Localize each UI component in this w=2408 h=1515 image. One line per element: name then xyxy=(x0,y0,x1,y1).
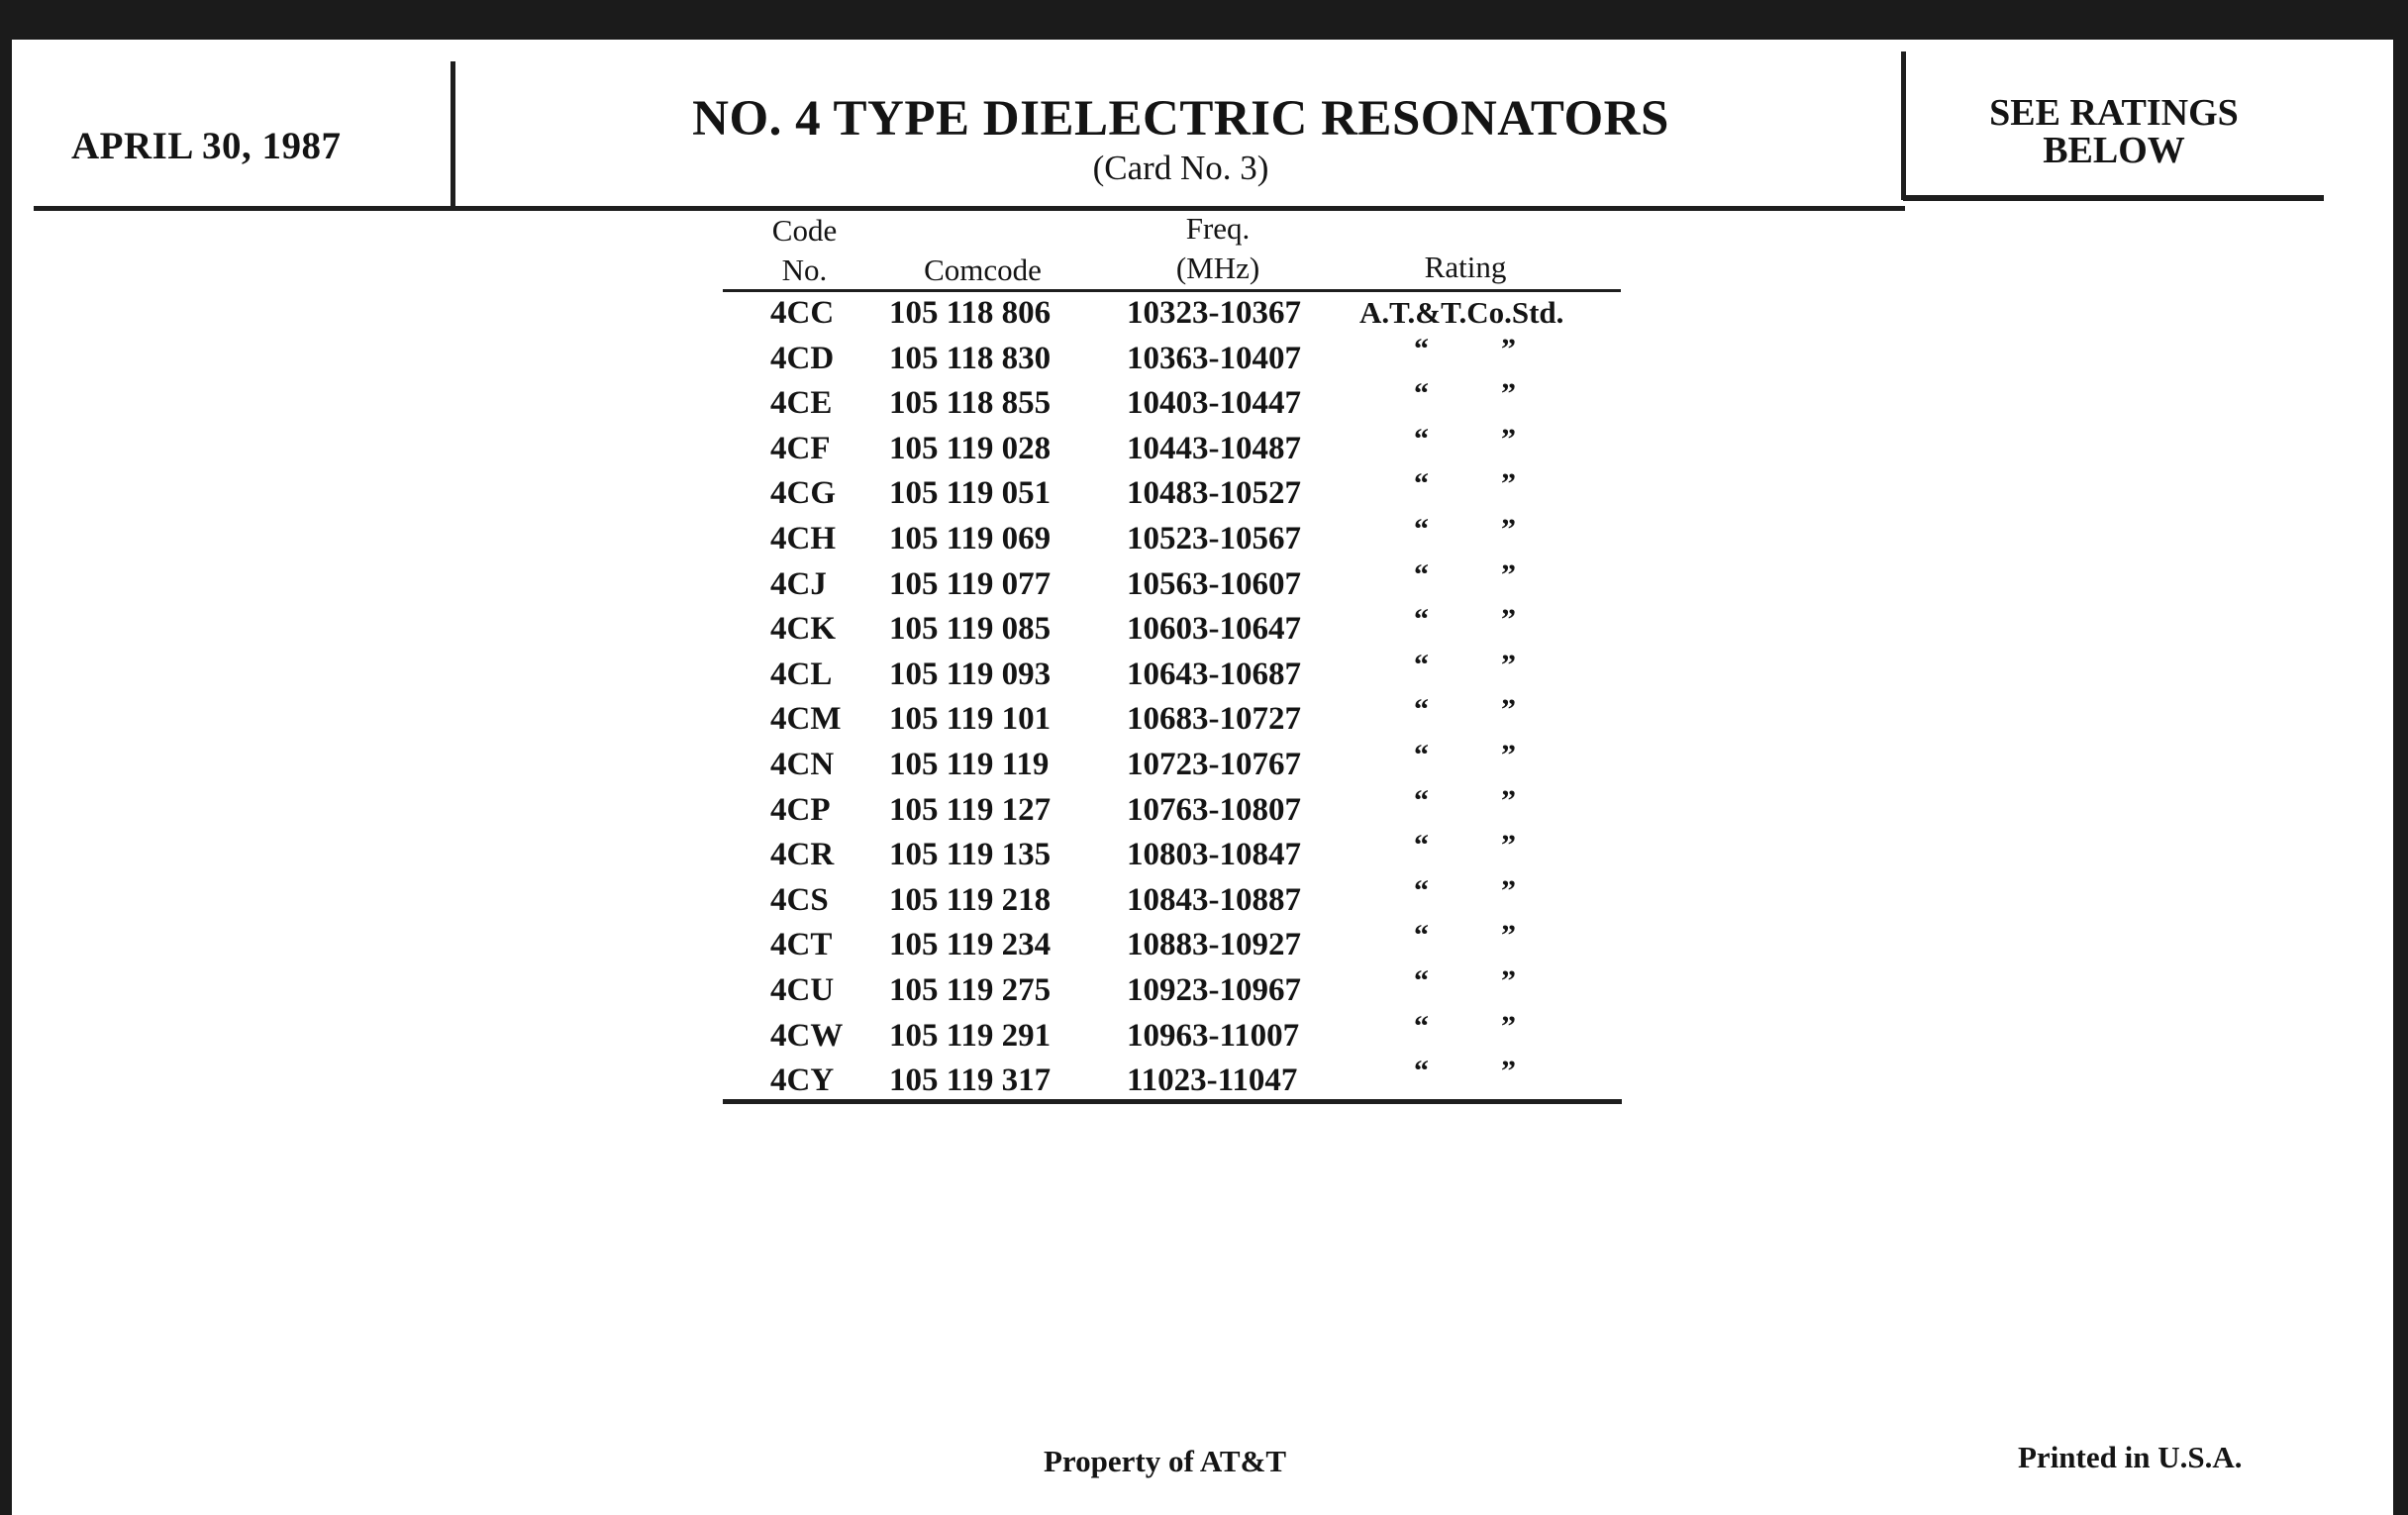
frequency-cell: 10883-10927 xyxy=(1127,927,1301,962)
rating-ditto-open: “ xyxy=(1414,964,1429,997)
frequency-cell: 10683-10727 xyxy=(1127,701,1301,737)
rating-ditto-open: “ xyxy=(1414,1055,1429,1087)
code-no-cell: 4CY xyxy=(770,1062,835,1098)
comcode-cell: 105 119 234 xyxy=(889,927,1052,962)
column-header-code xyxy=(752,211,856,290)
comcode-cell: 105 119 085 xyxy=(889,611,1052,647)
rating-ditto-open: “ xyxy=(1414,603,1429,636)
footer-printed: Printed in U.S.A. xyxy=(2018,1440,2243,1474)
comcode-cell: 105 119 077 xyxy=(889,566,1052,602)
frequency-cell: 10603-10647 xyxy=(1127,611,1301,647)
frequency-cell: 10443-10487 xyxy=(1127,431,1301,466)
rating-ditto-close: ” xyxy=(1501,603,1516,636)
rating-ditto-close: ” xyxy=(1501,964,1516,997)
frequency-cell: 10403-10447 xyxy=(1127,385,1301,421)
code-no-cell: 4CU xyxy=(770,972,835,1008)
frequency-cell: 10763-10807 xyxy=(1127,792,1301,828)
comcode-cell: 105 119 101 xyxy=(889,701,1052,737)
rating-ditto-close: ” xyxy=(1501,829,1516,861)
comcode-cell: 105 119 275 xyxy=(889,972,1052,1008)
comcode-cell: 105 118 855 xyxy=(889,385,1052,421)
rating-ditto-close: ” xyxy=(1501,558,1516,591)
rating-ditto-close: ” xyxy=(1501,333,1516,365)
table-bottom-rule xyxy=(723,1099,1622,1104)
ratings-note xyxy=(1906,94,2322,169)
frequency-cell: 10843-10887 xyxy=(1127,882,1301,918)
footer-property: Property of AT&T xyxy=(1044,1444,1287,1478)
comcode-cell: 105 119 051 xyxy=(889,475,1052,511)
comcode-cell: 105 119 291 xyxy=(889,1018,1052,1054)
title-block xyxy=(465,89,1896,188)
comcode-cell: 105 118 830 xyxy=(889,341,1052,376)
card-title: NO. 4 TYPE DIELECTRIC RESONATORS xyxy=(692,91,1669,147)
rating-cell: A.T.&T.Co.Std. xyxy=(1359,295,1564,330)
rating-ditto-open: “ xyxy=(1414,649,1429,681)
code-no-cell: 4CJ xyxy=(770,566,827,602)
code-no-cell: 4CR xyxy=(770,837,835,872)
rating-ditto-close: ” xyxy=(1501,467,1516,500)
frequency-cell: 10723-10767 xyxy=(1127,747,1301,782)
column-header-rating-label: Rating xyxy=(1424,250,1507,284)
rating-ditto-close: ” xyxy=(1501,693,1516,726)
rating-ditto-open: “ xyxy=(1414,693,1429,726)
rating-ditto-close: ” xyxy=(1501,1010,1516,1043)
frequency-cell: 10523-10567 xyxy=(1127,521,1301,556)
rating-ditto-open: “ xyxy=(1414,558,1429,591)
code-no-cell: 4CD xyxy=(770,341,835,376)
frequency-cell: 10923-10967 xyxy=(1127,972,1301,1008)
rating-ditto-open: “ xyxy=(1414,467,1429,500)
header-bottom-rule xyxy=(34,206,1905,211)
rating-ditto-close: ” xyxy=(1501,739,1516,771)
ratings-note-line2: BELOW xyxy=(2043,130,2185,171)
frequency-cell: 10483-10527 xyxy=(1127,475,1301,511)
rating-ditto-close: ” xyxy=(1501,919,1516,952)
rating-ditto-open: “ xyxy=(1414,919,1429,952)
rating-ditto-close: ” xyxy=(1501,649,1516,681)
code-no-cell: 4CG xyxy=(770,475,836,511)
column-header-rating xyxy=(1396,248,1535,287)
frequency-cell: 10803-10847 xyxy=(1127,837,1301,872)
code-no-cell: 4CL xyxy=(770,656,833,692)
rating-ditto-open: “ xyxy=(1414,513,1429,546)
rating-ditto-open: “ xyxy=(1414,739,1429,771)
rating-ditto-close: ” xyxy=(1501,423,1516,455)
comcode-cell: 105 119 218 xyxy=(889,882,1052,918)
card-date: APRIL 30, 1987 xyxy=(71,125,342,167)
comcode-cell: 105 119 119 xyxy=(889,747,1050,782)
code-no-cell: 4CC xyxy=(770,295,835,331)
comcode-cell: 105 119 069 xyxy=(889,521,1052,556)
code-no-cell: 4CH xyxy=(770,521,836,556)
frequency-cell: 11023-11047 xyxy=(1127,1062,1298,1098)
rating-ditto-close: ” xyxy=(1501,513,1516,546)
column-header-code-line1: Code xyxy=(771,213,838,248)
comcode-cell: 105 119 028 xyxy=(889,431,1052,466)
comcode-cell: 105 118 806 xyxy=(889,295,1052,331)
rating-ditto-open: “ xyxy=(1414,333,1429,365)
rating-ditto-open: “ xyxy=(1414,829,1429,861)
comcode-cell: 105 119 135 xyxy=(889,837,1052,872)
code-no-cell: 4CE xyxy=(770,385,833,421)
code-no-cell: 4CM xyxy=(770,701,842,737)
table-header-rule xyxy=(723,289,1621,292)
rating-ditto-open: “ xyxy=(1414,423,1429,455)
column-header-comcode-label: Comcode xyxy=(924,252,1042,287)
column-header-code-line2: No. xyxy=(781,252,828,287)
ratings-note-line1: SEE RATINGS xyxy=(1989,92,2239,134)
code-no-cell: 4CK xyxy=(770,611,836,647)
rating-ditto-close: ” xyxy=(1501,784,1516,817)
frequency-cell: 10563-10607 xyxy=(1127,566,1301,602)
rating-ditto-open: “ xyxy=(1414,874,1429,907)
code-no-cell: 4CF xyxy=(770,431,831,466)
frequency-cell: 10363-10407 xyxy=(1127,341,1301,376)
frequency-cell: 10643-10687 xyxy=(1127,656,1301,692)
rating-ditto-open: “ xyxy=(1414,377,1429,410)
column-header-comcode xyxy=(901,251,1064,290)
comcode-cell: 105 119 317 xyxy=(889,1062,1052,1098)
code-no-cell: 4CT xyxy=(770,927,833,962)
code-no-cell: 4CW xyxy=(770,1018,844,1054)
header-bottom-rule-right xyxy=(1903,195,2324,201)
code-no-cell: 4CP xyxy=(770,792,831,828)
rating-ditto-open: “ xyxy=(1414,1010,1429,1043)
comcode-cell: 105 119 093 xyxy=(889,656,1052,692)
card-subtitle: (Card No. 3) xyxy=(1092,149,1269,187)
rating-ditto-close: ” xyxy=(1501,1055,1516,1087)
frequency-cell: 10963-11007 xyxy=(1127,1018,1300,1054)
code-no-cell: 4CS xyxy=(770,882,829,918)
comcode-cell: 105 119 127 xyxy=(889,792,1052,828)
column-header-freq-line2: (MHz) xyxy=(1175,251,1260,285)
rating-ditto-close: ” xyxy=(1501,874,1516,907)
rating-ditto-open: “ xyxy=(1414,784,1429,817)
column-header-freq xyxy=(1158,209,1277,288)
column-header-freq-line1: Freq. xyxy=(1185,211,1251,246)
frequency-cell: 10323-10367 xyxy=(1127,295,1301,331)
code-no-cell: 4CN xyxy=(770,747,835,782)
rating-ditto-close: ” xyxy=(1501,377,1516,410)
header-divider-left xyxy=(451,61,455,208)
